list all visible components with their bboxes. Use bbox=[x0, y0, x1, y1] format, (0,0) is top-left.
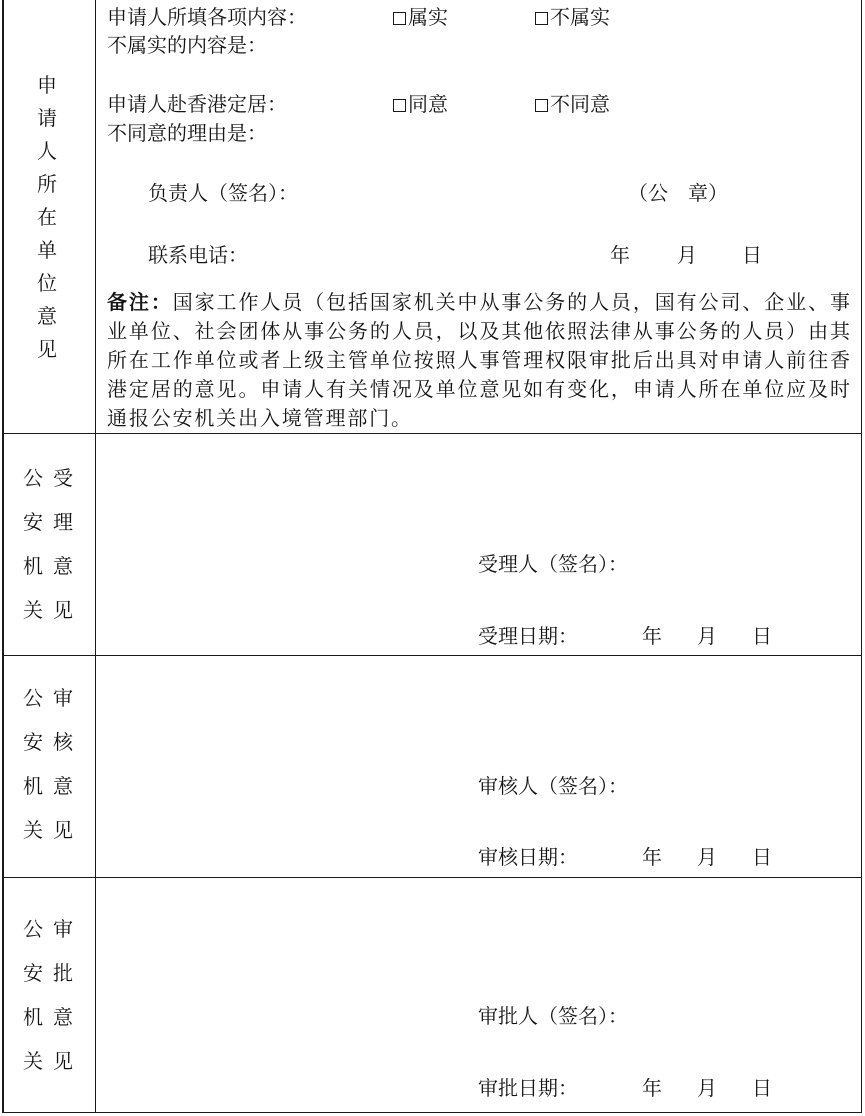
checkbox-label: 同意 bbox=[408, 92, 448, 116]
disagree-reason-label: 不同意的理由是： bbox=[107, 121, 267, 145]
contact-phone-label: 联系电话： bbox=[148, 243, 248, 267]
responsible-person-signature-label: 负责人（签名）： bbox=[148, 181, 298, 205]
date-month-label: 月 bbox=[697, 624, 717, 648]
approval-label-cell bbox=[2, 877, 95, 1112]
review-label-cell bbox=[2, 655, 95, 877]
remarks-line: 港定居的意见。申请人有关情况及单位意见如有变化，申请人所在单位应及时 bbox=[107, 377, 851, 401]
reviewer-signature-label: 审核人（签名）： bbox=[478, 774, 628, 798]
remarks-line: 通报公安机关出入境管理部门。 bbox=[107, 406, 413, 430]
remarks-text: 国家工作人员（包括国家机关中从事公务的人员，国有公司、企业、事 bbox=[172, 290, 852, 314]
date-day-label: 日 bbox=[752, 845, 772, 869]
acceptance-content-cell bbox=[95, 433, 861, 655]
content-false-checkbox[interactable] bbox=[535, 5, 610, 29]
settle-disagree-checkbox[interactable] bbox=[535, 92, 610, 116]
remarks-note bbox=[107, 288, 851, 433]
unit-opinion-label-cell bbox=[2, 0, 95, 433]
review-content-cell bbox=[95, 655, 861, 877]
date-day-label: 日 bbox=[742, 243, 762, 267]
remarks-line: 所在工作单位或者上级主管单位按照人事管理权限审批后出具对申请人前往香 bbox=[107, 348, 851, 372]
checkbox-square-icon[interactable] bbox=[535, 12, 548, 25]
content-true-checkbox[interactable] bbox=[393, 5, 448, 29]
unit-opinion-label: 申请人所在单位意见 bbox=[37, 73, 57, 361]
review-label-left: 公安机关 bbox=[23, 686, 43, 842]
checkbox-label: 属实 bbox=[408, 5, 448, 29]
settle-agree-checkbox[interactable] bbox=[393, 92, 448, 116]
date-month-label: 月 bbox=[677, 243, 697, 267]
checkbox-square-icon[interactable] bbox=[535, 99, 548, 112]
content-truth-prompt: 申请人所填各项内容： bbox=[107, 5, 307, 29]
checkbox-label: 不属实 bbox=[550, 5, 610, 29]
approval-label-left: 公安机关 bbox=[23, 917, 43, 1073]
review-date-label: 审核日期： bbox=[478, 845, 578, 869]
acceptor-signature-label: 受理人（签名）： bbox=[478, 552, 628, 576]
checkbox-square-icon[interactable] bbox=[393, 12, 406, 25]
acceptance-label-cell bbox=[2, 433, 95, 655]
date-month-label: 月 bbox=[697, 845, 717, 869]
date-day-label: 日 bbox=[752, 1076, 772, 1100]
date-day-label: 日 bbox=[752, 624, 772, 648]
checkbox-label: 不同意 bbox=[550, 92, 610, 116]
settle-hk-prompt: 申请人赴香港定居： bbox=[107, 92, 287, 116]
date-year-label: 年 bbox=[642, 624, 662, 648]
approver-signature-label: 审批人（签名）： bbox=[478, 1004, 628, 1028]
acceptance-date-label: 受理日期： bbox=[478, 624, 578, 648]
acceptance-label-right: 受理意见 bbox=[53, 466, 73, 622]
date-year-label: 年 bbox=[642, 1076, 662, 1100]
remarks-label: 备注： bbox=[107, 290, 173, 314]
approval-label-right: 审批意见 bbox=[53, 917, 73, 1073]
acceptance-label-left: 公安机关 bbox=[23, 466, 43, 622]
review-label-right: 审核意见 bbox=[53, 686, 73, 842]
date-year-label: 年 bbox=[610, 243, 630, 267]
approval-date-label: 审批日期： bbox=[478, 1076, 578, 1100]
unit-opinion-content-cell bbox=[95, 0, 861, 433]
remarks-line: 业单位、社会团体从事公务的人员，以及其他依照法律从事公务的人员）由其 bbox=[107, 319, 851, 343]
remarks-line bbox=[107, 288, 851, 317]
approval-content-cell bbox=[95, 877, 861, 1112]
official-seal-label: （公 章） bbox=[628, 181, 728, 205]
date-year-label: 年 bbox=[642, 845, 662, 869]
content-false-detail-label: 不属实的内容是： bbox=[107, 33, 267, 57]
date-month-label: 月 bbox=[697, 1076, 717, 1100]
checkbox-square-icon[interactable] bbox=[393, 99, 406, 112]
